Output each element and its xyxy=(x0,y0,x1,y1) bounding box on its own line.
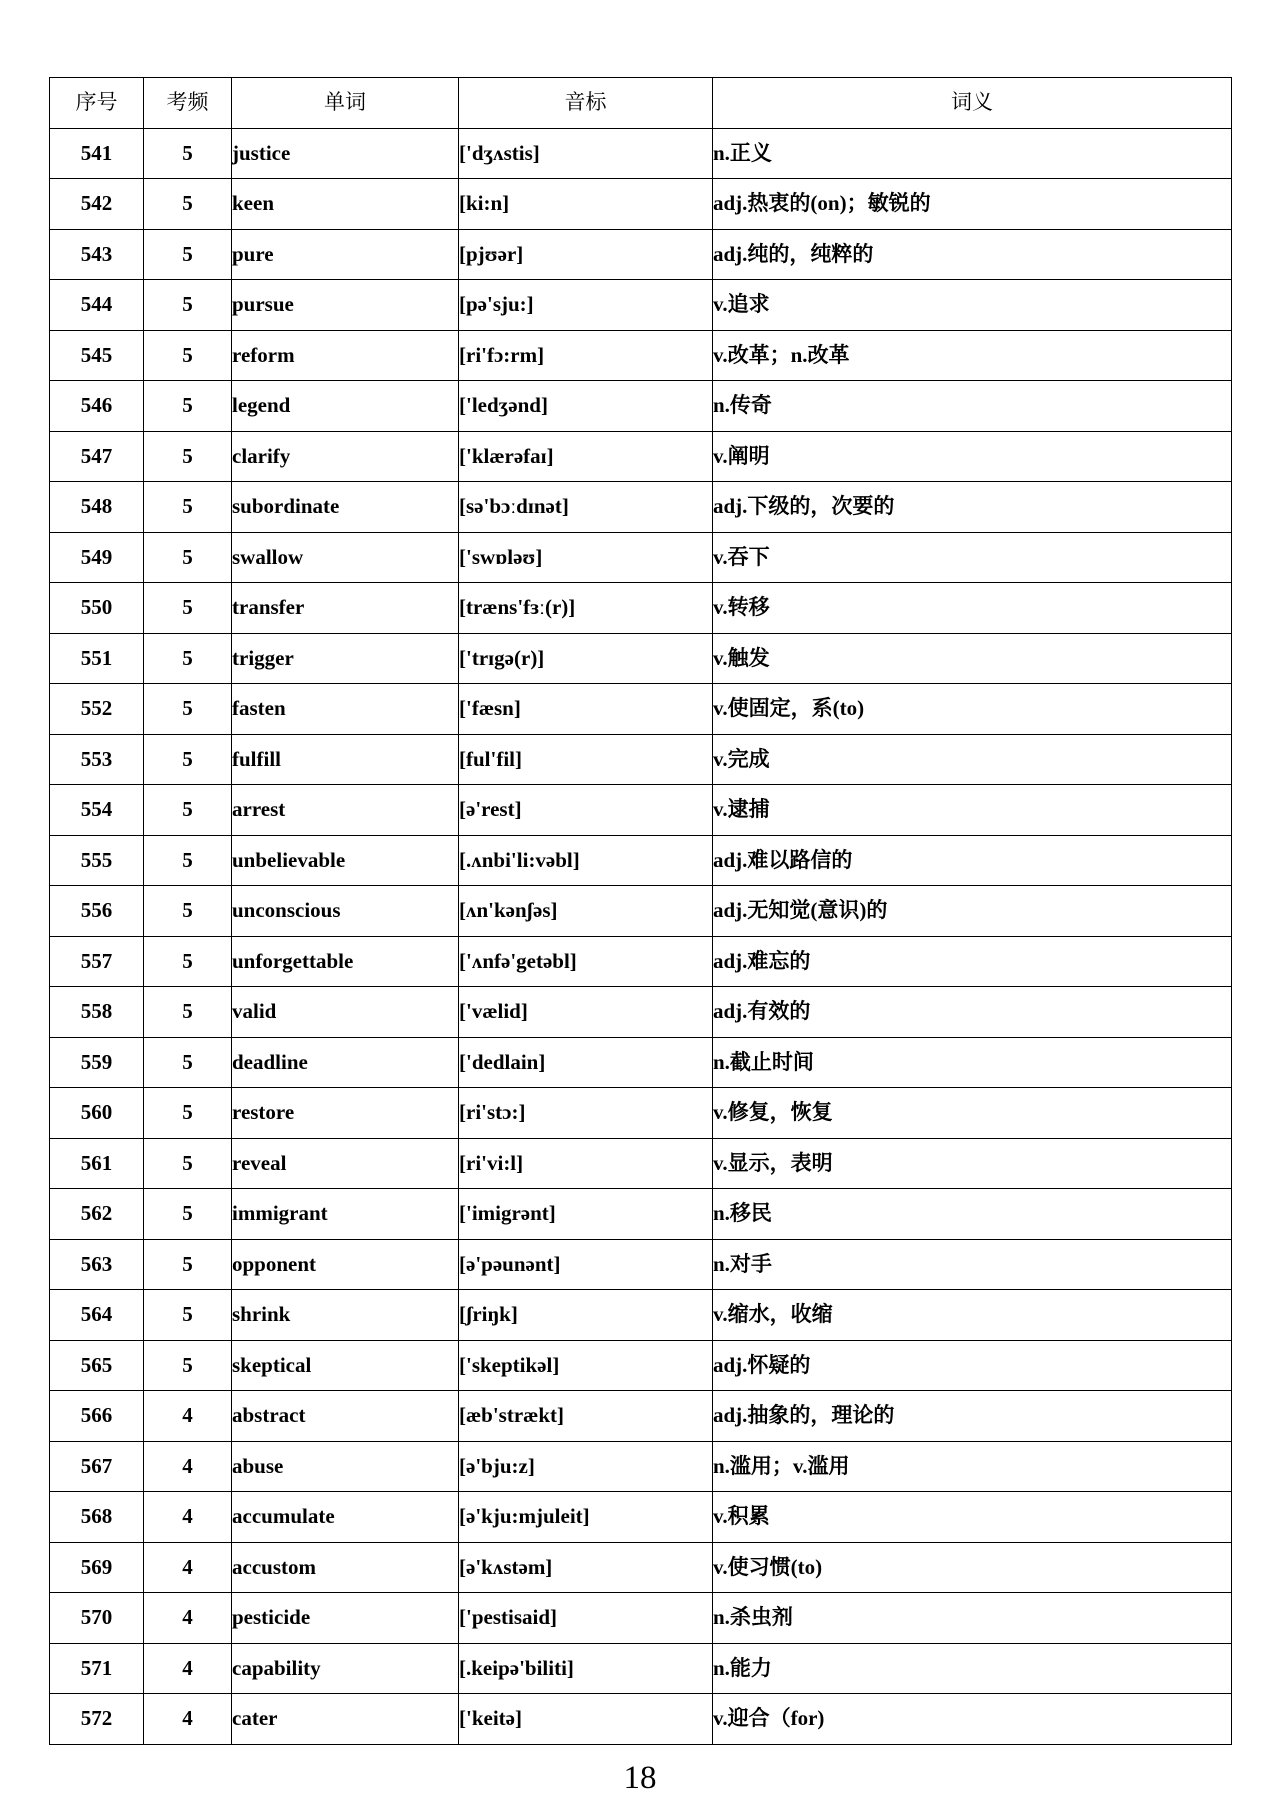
cell-word: fulfill xyxy=(232,734,459,785)
table-row xyxy=(50,785,1232,836)
cell-meaning: v.积累 xyxy=(713,1492,1232,1543)
cell-frequency: 5 xyxy=(144,785,232,836)
cell-phonetic: ['dedlain] xyxy=(459,1037,713,1088)
cell-word: skeptical xyxy=(232,1340,459,1391)
cell-meaning: n.移民 xyxy=(713,1189,1232,1240)
cell-frequency: 4 xyxy=(144,1391,232,1442)
table-row xyxy=(50,1492,1232,1543)
cell-phonetic: ['keitə] xyxy=(459,1694,713,1745)
cell-number: 569 xyxy=(50,1542,144,1593)
cell-word: unforgettable xyxy=(232,936,459,987)
table-row xyxy=(50,1391,1232,1442)
header-row xyxy=(50,78,1232,129)
cell-phonetic: [ri'stɔ:] xyxy=(459,1088,713,1139)
cell-word: reveal xyxy=(232,1138,459,1189)
cell-meaning: v.修复，恢复 xyxy=(713,1088,1232,1139)
cell-number: 559 xyxy=(50,1037,144,1088)
cell-frequency: 5 xyxy=(144,229,232,280)
cell-word: valid xyxy=(232,987,459,1038)
cell-phonetic: ['trɪgə(r)] xyxy=(459,633,713,684)
table-row xyxy=(50,1088,1232,1139)
header-phonetic: 音标 xyxy=(459,78,713,129)
cell-meaning: adj.有效的 xyxy=(713,987,1232,1038)
table-body xyxy=(50,128,1232,1744)
cell-frequency: 5 xyxy=(144,128,232,179)
table-row xyxy=(50,229,1232,280)
cell-meaning: n.对手 xyxy=(713,1239,1232,1290)
table-row xyxy=(50,1290,1232,1341)
table-row xyxy=(50,1542,1232,1593)
cell-meaning: n.滥用；v.滥用 xyxy=(713,1441,1232,1492)
cell-number: 560 xyxy=(50,1088,144,1139)
cell-meaning: adj.抽象的，理论的 xyxy=(713,1391,1232,1442)
table-row xyxy=(50,684,1232,735)
cell-word: pesticide xyxy=(232,1593,459,1644)
cell-number: 549 xyxy=(50,532,144,583)
cell-word: fasten xyxy=(232,684,459,735)
cell-frequency: 5 xyxy=(144,1239,232,1290)
cell-frequency: 5 xyxy=(144,1189,232,1240)
cell-word: legend xyxy=(232,381,459,432)
cell-word: accustom xyxy=(232,1542,459,1593)
cell-meaning: adj.难以路信的 xyxy=(713,835,1232,886)
table-row xyxy=(50,532,1232,583)
table-row xyxy=(50,633,1232,684)
header-frequency: 考频 xyxy=(144,78,232,129)
table-row xyxy=(50,1593,1232,1644)
table-row xyxy=(50,886,1232,937)
table-row xyxy=(50,1189,1232,1240)
page-number: 18 xyxy=(623,1760,657,1796)
cell-word: abuse xyxy=(232,1441,459,1492)
cell-meaning: n.能力 xyxy=(713,1643,1232,1694)
vocabulary-table xyxy=(49,77,1232,1745)
cell-number: 552 xyxy=(50,684,144,735)
cell-frequency: 5 xyxy=(144,330,232,381)
cell-number: 562 xyxy=(50,1189,144,1240)
cell-meaning: v.迎合（for) xyxy=(713,1694,1232,1745)
cell-word: immigrant xyxy=(232,1189,459,1240)
table-row xyxy=(50,1694,1232,1745)
table-row xyxy=(50,734,1232,785)
cell-word: accumulate xyxy=(232,1492,459,1543)
cell-meaning: v.阐明 xyxy=(713,431,1232,482)
cell-frequency: 5 xyxy=(144,1138,232,1189)
cell-phonetic: [.ʌnbi'li:vəbl] xyxy=(459,835,713,886)
cell-frequency: 4 xyxy=(144,1694,232,1745)
cell-frequency: 5 xyxy=(144,280,232,331)
cell-frequency: 5 xyxy=(144,583,232,634)
cell-number: 550 xyxy=(50,583,144,634)
cell-word: pure xyxy=(232,229,459,280)
cell-word: pursue xyxy=(232,280,459,331)
cell-number: 561 xyxy=(50,1138,144,1189)
table-row xyxy=(50,1340,1232,1391)
cell-phonetic: [sə'bɔːdɪnət] xyxy=(459,482,713,533)
cell-meaning: v.触发 xyxy=(713,633,1232,684)
cell-word: deadline xyxy=(232,1037,459,1088)
cell-number: 568 xyxy=(50,1492,144,1543)
cell-meaning: n.杀虫剂 xyxy=(713,1593,1232,1644)
cell-phonetic: [æb'strækt] xyxy=(459,1391,713,1442)
cell-word: clarify xyxy=(232,431,459,482)
cell-meaning: adj.无知觉(意识)的 xyxy=(713,886,1232,937)
cell-phonetic: [ri'fɔ:rm] xyxy=(459,330,713,381)
cell-meaning: adj.怀疑的 xyxy=(713,1340,1232,1391)
cell-frequency: 5 xyxy=(144,532,232,583)
table-row xyxy=(50,1441,1232,1492)
cell-meaning: adj.纯的，纯粹的 xyxy=(713,229,1232,280)
cell-frequency: 5 xyxy=(144,1088,232,1139)
cell-frequency: 5 xyxy=(144,381,232,432)
cell-frequency: 5 xyxy=(144,684,232,735)
cell-meaning: v.缩水，收缩 xyxy=(713,1290,1232,1341)
cell-number: 542 xyxy=(50,179,144,230)
cell-word: justice xyxy=(232,128,459,179)
cell-phonetic: [ri'vi:l] xyxy=(459,1138,713,1189)
cell-word: swallow xyxy=(232,532,459,583)
cell-number: 551 xyxy=(50,633,144,684)
cell-number: 570 xyxy=(50,1593,144,1644)
cell-meaning: n.正义 xyxy=(713,128,1232,179)
cell-phonetic: [ə'kʌstəm] xyxy=(459,1542,713,1593)
header-word: 单词 xyxy=(232,78,459,129)
cell-phonetic: [ki:n] xyxy=(459,179,713,230)
cell-number: 541 xyxy=(50,128,144,179)
cell-frequency: 5 xyxy=(144,431,232,482)
table-row xyxy=(50,1643,1232,1694)
header-meaning: 词义 xyxy=(713,78,1232,129)
cell-number: 545 xyxy=(50,330,144,381)
cell-phonetic: [ə'kju:mjuleit] xyxy=(459,1492,713,1543)
cell-frequency: 5 xyxy=(144,987,232,1038)
table-row xyxy=(50,330,1232,381)
table-row xyxy=(50,1239,1232,1290)
cell-word: unbelievable xyxy=(232,835,459,886)
cell-frequency: 4 xyxy=(144,1542,232,1593)
cell-word: transfer xyxy=(232,583,459,634)
cell-number: 572 xyxy=(50,1694,144,1745)
cell-meaning: adj.热衷的(on)；敏锐的 xyxy=(713,179,1232,230)
cell-number: 548 xyxy=(50,482,144,533)
cell-frequency: 5 xyxy=(144,936,232,987)
cell-word: trigger xyxy=(232,633,459,684)
table-row xyxy=(50,987,1232,1038)
cell-meaning: v.使习惯(to) xyxy=(713,1542,1232,1593)
cell-phonetic: [pə'sju:] xyxy=(459,280,713,331)
cell-phonetic: [pjʊər] xyxy=(459,229,713,280)
cell-phonetic: [ə'rest] xyxy=(459,785,713,836)
cell-phonetic: ['dʒʌstis] xyxy=(459,128,713,179)
cell-frequency: 5 xyxy=(144,482,232,533)
cell-word: opponent xyxy=(232,1239,459,1290)
cell-phonetic: [ə'bju:z] xyxy=(459,1441,713,1492)
cell-number: 564 xyxy=(50,1290,144,1341)
cell-number: 565 xyxy=(50,1340,144,1391)
cell-number: 563 xyxy=(50,1239,144,1290)
cell-phonetic: [træns'fɜː(r)] xyxy=(459,583,713,634)
cell-meaning: v.使固定，系(to) xyxy=(713,684,1232,735)
cell-phonetic: [ful'fil] xyxy=(459,734,713,785)
cell-meaning: n.传奇 xyxy=(713,381,1232,432)
table-row xyxy=(50,936,1232,987)
cell-number: 558 xyxy=(50,987,144,1038)
cell-number: 554 xyxy=(50,785,144,836)
cell-frequency: 4 xyxy=(144,1492,232,1543)
cell-frequency: 5 xyxy=(144,886,232,937)
cell-number: 571 xyxy=(50,1643,144,1694)
table-row xyxy=(50,482,1232,533)
table-row xyxy=(50,280,1232,331)
cell-word: abstract xyxy=(232,1391,459,1442)
cell-word: reform xyxy=(232,330,459,381)
cell-meaning: v.改革；n.改革 xyxy=(713,330,1232,381)
cell-meaning: v.追求 xyxy=(713,280,1232,331)
cell-phonetic: ['ledʒənd] xyxy=(459,381,713,432)
cell-meaning: n.截止时间 xyxy=(713,1037,1232,1088)
cell-meaning: adj.难忘的 xyxy=(713,936,1232,987)
table-row xyxy=(50,583,1232,634)
table-row xyxy=(50,179,1232,230)
cell-meaning: adj.下级的，次要的 xyxy=(713,482,1232,533)
cell-meaning: v.完成 xyxy=(713,734,1232,785)
cell-number: 566 xyxy=(50,1391,144,1442)
cell-phonetic: ['skeptikəl] xyxy=(459,1340,713,1391)
cell-phonetic: ['klærəfaɪ] xyxy=(459,431,713,482)
cell-meaning: v.显示，表明 xyxy=(713,1138,1232,1189)
cell-frequency: 4 xyxy=(144,1643,232,1694)
cell-number: 555 xyxy=(50,835,144,886)
cell-number: 567 xyxy=(50,1441,144,1492)
cell-frequency: 5 xyxy=(144,1340,232,1391)
header-number: 序号 xyxy=(50,78,144,129)
table-row xyxy=(50,381,1232,432)
cell-phonetic: [.keipə'biliti] xyxy=(459,1643,713,1694)
cell-frequency: 5 xyxy=(144,633,232,684)
cell-meaning: v.吞下 xyxy=(713,532,1232,583)
cell-word: subordinate xyxy=(232,482,459,533)
cell-phonetic: ['fæsn] xyxy=(459,684,713,735)
cell-number: 547 xyxy=(50,431,144,482)
cell-frequency: 5 xyxy=(144,1290,232,1341)
cell-word: arrest xyxy=(232,785,459,836)
cell-phonetic: ['imigrənt] xyxy=(459,1189,713,1240)
table-row xyxy=(50,128,1232,179)
cell-phonetic: [ʌn'kənʃəs] xyxy=(459,886,713,937)
cell-number: 553 xyxy=(50,734,144,785)
cell-frequency: 5 xyxy=(144,734,232,785)
cell-word: keen xyxy=(232,179,459,230)
cell-frequency: 5 xyxy=(144,179,232,230)
cell-number: 557 xyxy=(50,936,144,987)
cell-phonetic: [ʃriŋk] xyxy=(459,1290,713,1341)
cell-word: cater xyxy=(232,1694,459,1745)
cell-word: restore xyxy=(232,1088,459,1139)
table-row xyxy=(50,431,1232,482)
cell-word: shrink xyxy=(232,1290,459,1341)
cell-number: 556 xyxy=(50,886,144,937)
cell-word: capability xyxy=(232,1643,459,1694)
cell-phonetic: ['vælid] xyxy=(459,987,713,1038)
table-row xyxy=(50,1037,1232,1088)
cell-meaning: v.逮捕 xyxy=(713,785,1232,836)
cell-number: 546 xyxy=(50,381,144,432)
cell-meaning: v.转移 xyxy=(713,583,1232,634)
cell-phonetic: [ə'pəunənt] xyxy=(459,1239,713,1290)
cell-number: 544 xyxy=(50,280,144,331)
cell-frequency: 4 xyxy=(144,1441,232,1492)
cell-word: unconscious xyxy=(232,886,459,937)
table-row xyxy=(50,835,1232,886)
table-row xyxy=(50,1138,1232,1189)
cell-phonetic: ['pestisaid] xyxy=(459,1593,713,1644)
cell-frequency: 5 xyxy=(144,835,232,886)
cell-phonetic: ['swɒləʊ] xyxy=(459,532,713,583)
cell-frequency: 4 xyxy=(144,1593,232,1644)
table-header xyxy=(50,78,1232,129)
cell-phonetic: ['ʌnfə'getəbl] xyxy=(459,936,713,987)
cell-frequency: 5 xyxy=(144,1037,232,1088)
cell-number: 543 xyxy=(50,229,144,280)
